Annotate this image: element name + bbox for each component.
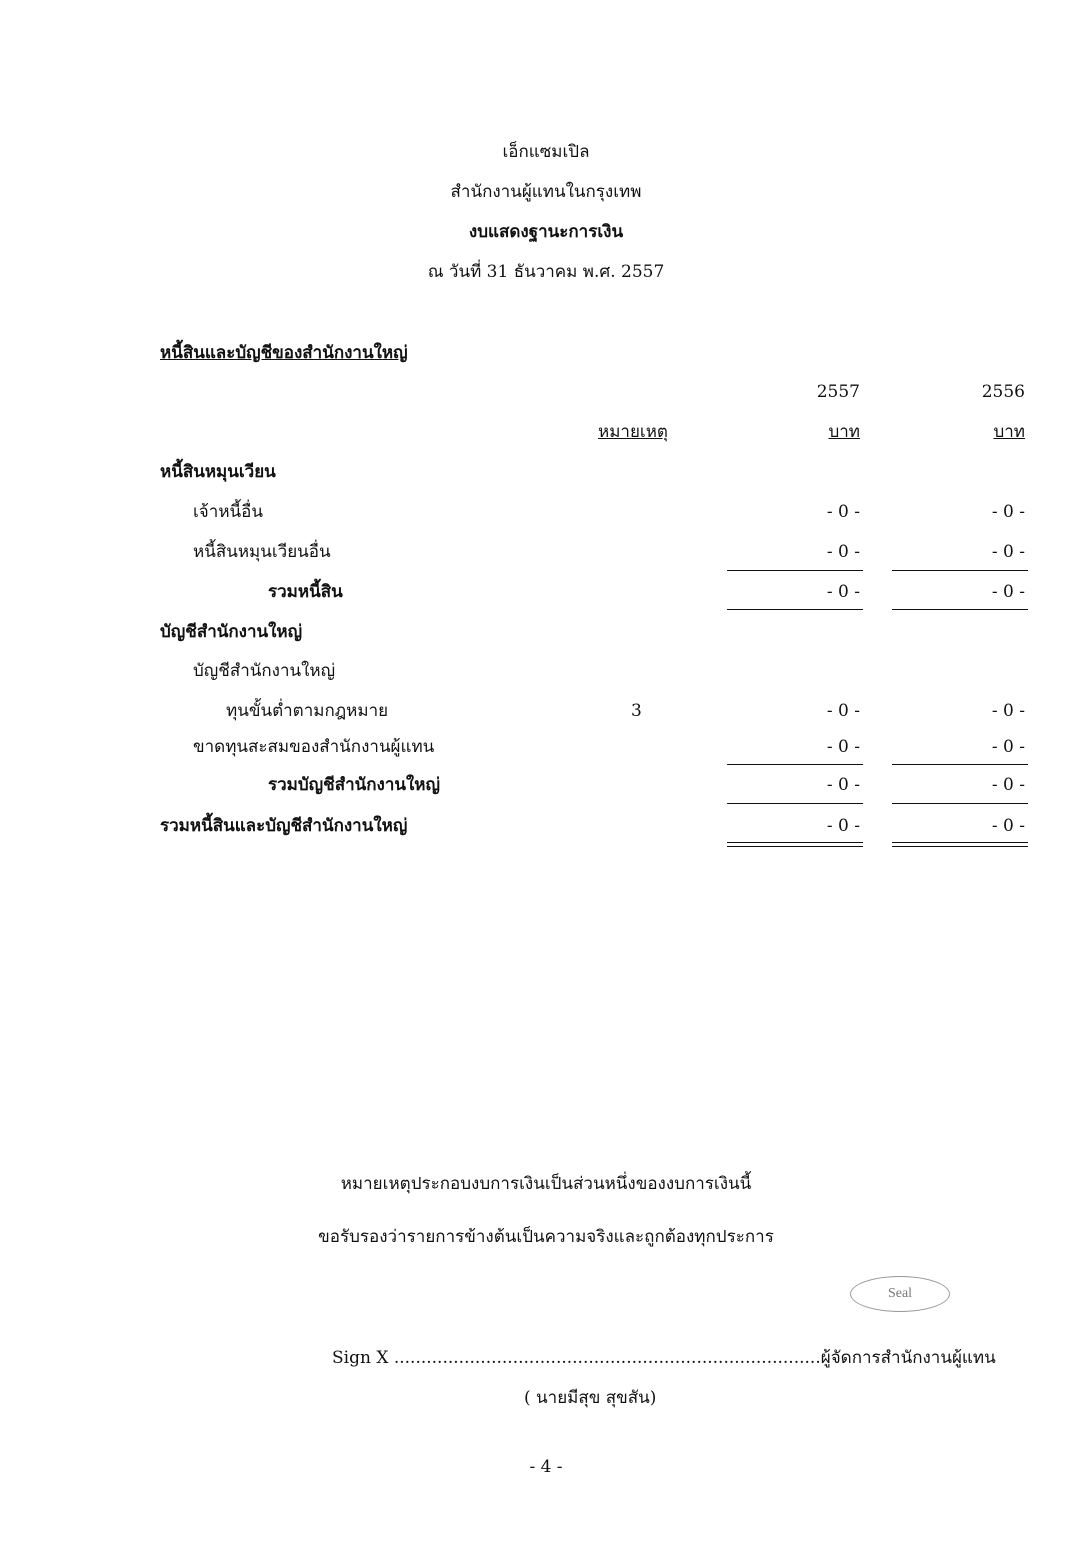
row-value-current: - 0 -: [826, 701, 860, 721]
row-value-current: - 0 -: [826, 775, 860, 795]
signer-name: ( นายมีสุข สุขสัน): [524, 1388, 657, 1408]
row-label-other-payables: เจ้าหนี้อื่น: [193, 502, 263, 522]
row-label-current-liabilities: หนี้สินหมุนเวียน: [160, 462, 276, 482]
page-number: - 4 -: [529, 1457, 563, 1477]
subtotal-rule: [892, 764, 1028, 765]
double-rule-bottom: [892, 846, 1028, 847]
office-name: สำนักงานผู้แทนในกรุงเทพ: [450, 182, 642, 202]
row-value-prior: - 0 -: [991, 701, 1025, 721]
certification-statement: ขอรับรองว่ารายการข้างต้นเป็นความจริงและถูกต้องทุกประการ: [318, 1227, 774, 1247]
year-current-header: 2557: [816, 382, 860, 402]
row-label-other-current-liabilities: หนี้สินหมุนเวียนอื่น: [193, 542, 331, 562]
unit-current-header: บาท: [828, 422, 860, 442]
row-value-current: - 0 -: [826, 582, 860, 602]
double-rule-bottom: [727, 846, 863, 847]
subtotal-rule: [892, 570, 1028, 571]
signature-line: [332, 1347, 996, 1369]
double-rule-top: [892, 842, 1028, 843]
sign-prefix: Sign X: [332, 1348, 389, 1368]
signer-title: ผู้จัดการสำนักงานผู้แทน: [820, 1348, 996, 1368]
row-value-current: - 0 -: [826, 816, 860, 836]
statement-date: ณ วันที่ 31 ธันวาคม พ.ศ. 2557: [427, 262, 665, 282]
subtotal-rule: [727, 570, 863, 571]
row-value-prior: - 0 -: [991, 775, 1025, 795]
row-label-head-office-accounts: บัญชีสำนักงานใหญ่: [193, 661, 336, 681]
row-label-total-head-office-accounts: รวมบัญชีสำนักงานใหญ่: [268, 775, 440, 795]
total-rule: [892, 609, 1028, 610]
total-rule: [727, 803, 863, 804]
row-value-prior: - 0 -: [991, 582, 1025, 602]
row-value-current: - 0 -: [826, 502, 860, 522]
section-title: หนี้สินและบัญชีของสำนักงานใหญ่: [160, 343, 408, 363]
row-label-accumulated-losses: ขาดทุนสะสมของสำนักงานผู้แทน: [193, 737, 435, 757]
seal-stamp: Seal: [850, 1276, 950, 1312]
row-value-current: - 0 -: [826, 737, 860, 757]
row-value-prior: - 0 -: [991, 542, 1025, 562]
company-name: เอ็กแซมเปิล: [502, 142, 590, 162]
row-value-prior: - 0 -: [991, 816, 1025, 836]
total-rule: [892, 803, 1028, 804]
row-label-total-liabilities: รวมหนี้สิน: [268, 582, 343, 602]
double-rule-top: [727, 842, 863, 843]
row-label-minimum-capital: ทุนขั้นต่ำตามกฎหมาย: [226, 701, 389, 721]
year-prior-header: 2556: [981, 382, 1025, 402]
row-value-prior: - 0 -: [991, 502, 1025, 522]
row-label-grand-total: รวมหนี้สินและบัญชีสำนักงานใหญ่: [160, 816, 408, 836]
row-note-ref: 3: [631, 701, 642, 721]
unit-prior-header: บาท: [993, 422, 1025, 442]
notes-statement: หมายเหตุประกอบงบการเงินเป็นส่วนหนึ่งของงบการเงินนี้: [340, 1174, 752, 1194]
total-rule: [727, 609, 863, 610]
statement-title: งบแสดงฐานะการเงิน: [468, 222, 624, 242]
signature-dots: ...............................................................................: [393, 1348, 821, 1368]
row-label-head-office-accounts-heading: บัญชีสำนักงานใหญ่: [160, 622, 303, 642]
row-value-prior: - 0 -: [991, 737, 1025, 757]
subtotal-rule: [727, 764, 863, 765]
row-value-current: - 0 -: [826, 542, 860, 562]
note-column-header: หมายเหตุ: [598, 422, 668, 442]
